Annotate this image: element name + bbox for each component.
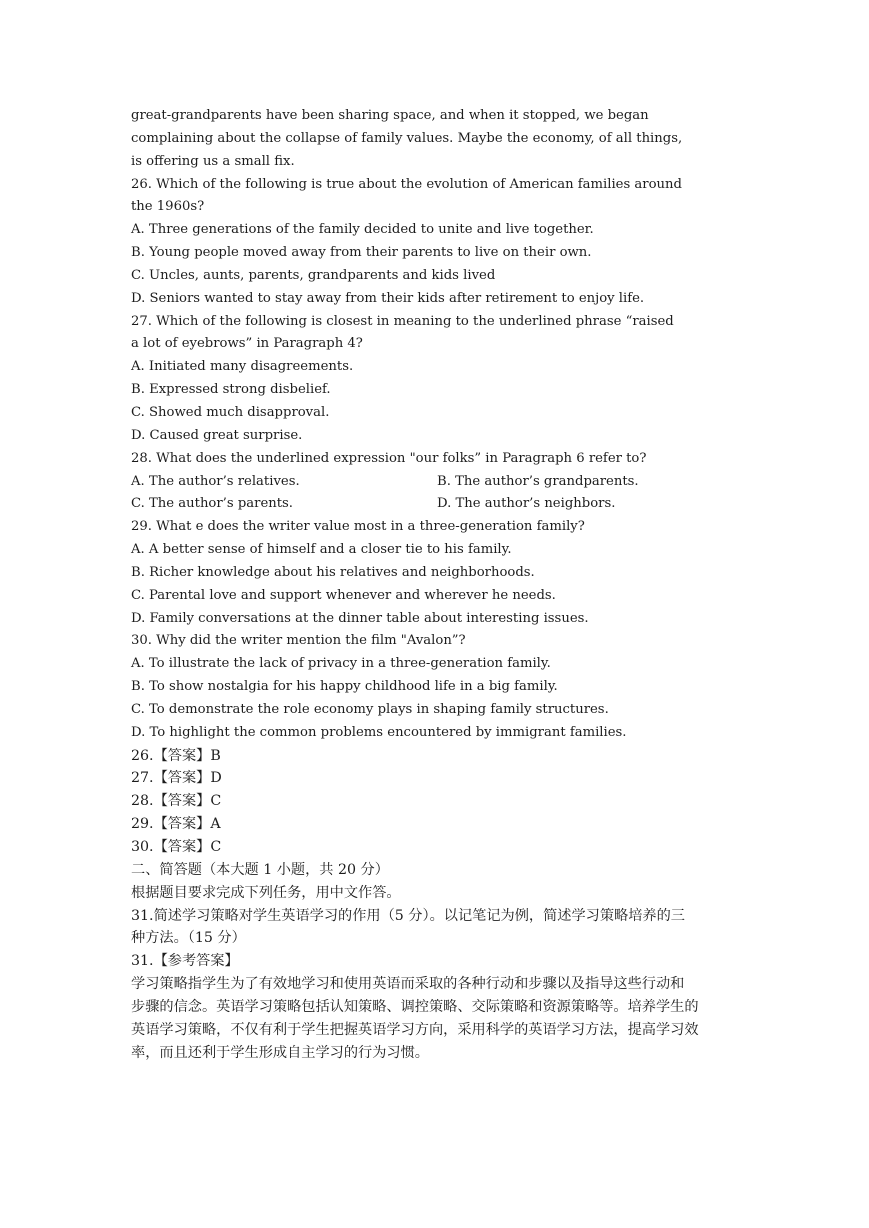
question-stem: the 1960s? [131,199,205,215]
reference-answer-label: 31.【参考答案】 [131,953,239,970]
option-b: B. The author’s grandparents. [437,473,639,489]
question-27 [131,311,751,448]
question-26 [131,174,751,311]
option-a: A. A better sense of himself and a closer tie to his family. [131,542,512,558]
answer-26: 26.【答案】B [131,747,221,764]
question-stem: 26. Which of the following is true about the evolution of American families around [131,176,682,192]
passage-line: is offering us a small fix. [131,153,295,169]
option-a: A. Initiated many disagreements. [131,359,354,375]
question-stem: a lot of eyebrows” in Paragraph 4? [131,336,363,352]
reference-answer-line: 步骤的信念。英语学习策略包括认知策略、调控策略、交际策略和资源策略等。培养学生的 [131,998,699,1015]
answer-29: 29.【答案】A [131,816,221,833]
question-30 [131,630,751,744]
option-d: D. Seniors wanted to stay away from their kids after retirement to enjoy life. [131,290,645,306]
question-stem: 27. Which of the following is closest in meaning to the underlined phrase “raised [131,313,674,329]
answer-30: 30.【答案】C [131,839,222,855]
option-a: A. Three generations of the family decided to unite and live together. [131,222,594,238]
section-short-answer [131,859,751,1065]
option-b: B. Richer knowledge about his relatives and neighborhoods. [131,564,535,580]
option-row [131,493,751,516]
question-stem: 29. What e does the writer value most in a three-generation family? [131,519,585,535]
option-row [131,471,751,494]
reference-answer-line: 英语学习策略，不仅有利于学生把握英语学习方向，采用科学的英语学习方法，提高学习效 [131,1021,699,1038]
question-31-stem: 31.简述学习策略对学生英语学习的作用（5 分）。以记笔记为例，简述学习策略培养的三 [131,907,685,924]
option-c: C. To demonstrate the role economy plays in shaping family structures. [131,701,609,717]
reference-answer-line: 率，而且还利于学生形成自主学习的行为习惯。 [131,1044,429,1061]
reference-answer-line: 学习策略指学生为了有效地学习和使用英语而采取的各种行动和步骤以及指导这些行动和 [131,976,685,993]
option-c: C. Parental love and support whenever and wherever he needs. [131,587,556,603]
passage-line: great-grandparents have been sharing space, and when it stopped, we began [131,108,649,123]
option-d: D. Caused great surprise. [131,427,303,443]
option-c: C. Uncles, aunts, parents, grandparents and kids lived [131,267,496,283]
option-d: D. Family conversations at the dinner table about interesting issues. [131,610,589,626]
question-stem: 30. Why did the writer mention the film "Avalon”? [131,633,466,649]
document-body [131,105,751,1064]
option-c: C. The author’s parents. [131,496,293,512]
answer-28: 28.【答案】C [131,793,222,810]
option-a: A. To illustrate the lack of privacy in a three-generation family. [131,656,551,672]
question-28 [131,448,751,517]
option-c: C. Showed much disapproval. [131,404,330,420]
option-a: A. The author’s relatives. [131,473,300,489]
passage-line: complaining about the collapse of family values. Maybe the economy, of all things, [131,130,683,146]
option-d: D. The author’s neighbors. [437,496,616,512]
section-heading: 二、简答题（本大题 1 小题，共 20 分） [131,861,389,878]
option-d: D. To highlight the common problems encountered by immigrant families. [131,724,627,740]
question-31-stem: 种方法。（15 分） [131,930,246,947]
answer-27: 27.【答案】D [131,770,222,787]
answer-key [131,745,751,859]
section-instruction: 根据题目要求完成下列任务，用中文作答。 [131,884,401,901]
option-b: B. Young people moved away from their parents to live on their own. [131,245,592,261]
question-stem: 28. What does the underlined expression "our folks” in Paragraph 6 refer to? [131,450,647,466]
question-29 [131,516,751,630]
passage-tail [131,105,751,174]
option-b: B. To show nostalgia for his happy childhood life in a big family. [131,679,558,695]
option-b: B. Expressed strong disbelief. [131,382,331,398]
